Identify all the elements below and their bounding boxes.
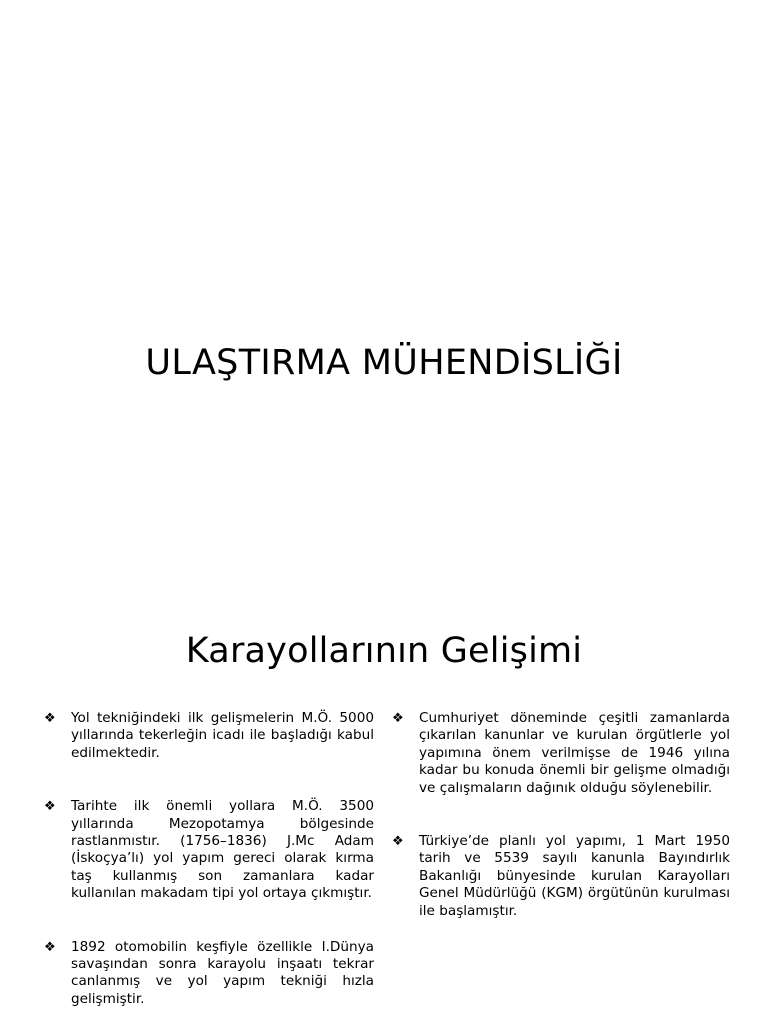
bullet-item [44,710,374,762]
bullet-item [44,939,374,1009]
section-title: Karayollarının Gelişimi [185,631,583,671]
bullet-item [44,798,374,902]
bullet-text: Cumhuriyet döneminde çeşitli zamanlarda çıkarılan kanunlar ve kurulan örgütlerle yol yapımına önem verilmişse de 1946 yılına kadar bu konuda önemli bir gelişme olmadığı ve çalışmaların dağınık olduğu söylenebilir. [419,710,730,796]
diamond-bullet-icon: ❖ [392,834,404,850]
diamond-bullet-icon: ❖ [44,799,56,815]
bullet-text: Türkiye’de planlı yol yapımı, 1 Mart 1950 tarih ve 5539 sayılı kanunla Bayındırlık Bakanlığı bünyesinde kurulan Karayolları Genel Müdürlüğü (KGM) örgütünün kurulması ile başlamıştır. [419,833,730,919]
left-column [44,710,374,1008]
bullet-item [392,710,730,797]
content-slide [0,576,768,1024]
bullet-text: 1892 otomobilin keşfiyle özellikle I.Dünya savaşından sonra karayolu inşaatı tekrar canlanmış ve yol yapım tekniği hızla gelişmiştir. [71,938,374,1007]
diamond-bullet-icon: ❖ [44,939,56,955]
bullet-text: Yol tekniğindeki ilk gelişmelerin M.Ö. 5000 yıllarında tekerleğin icadı ile başladığı kabul edilmektedir. [71,710,374,761]
diamond-bullet-icon: ❖ [44,711,56,726]
bullet-text: Tarihte ilk önemli yollara M.Ö. 3500 yıllarında Mezopotamya bölgesinde rastlanmıstır. (1756–1836) J.Mc Adam (İskoçya’lı) yol yapım gereci olarak kırma taş kullanmış son zamanlara kadar kullanılan makadam tipi yol ortaya çıkmıştır. [71,798,374,902]
right-column [392,710,730,920]
bullet-item [392,833,730,920]
diamond-bullet-icon: ❖ [392,711,404,726]
course-title: ULAŞTIRMA MÜHENDİSLİĞİ [145,343,623,383]
